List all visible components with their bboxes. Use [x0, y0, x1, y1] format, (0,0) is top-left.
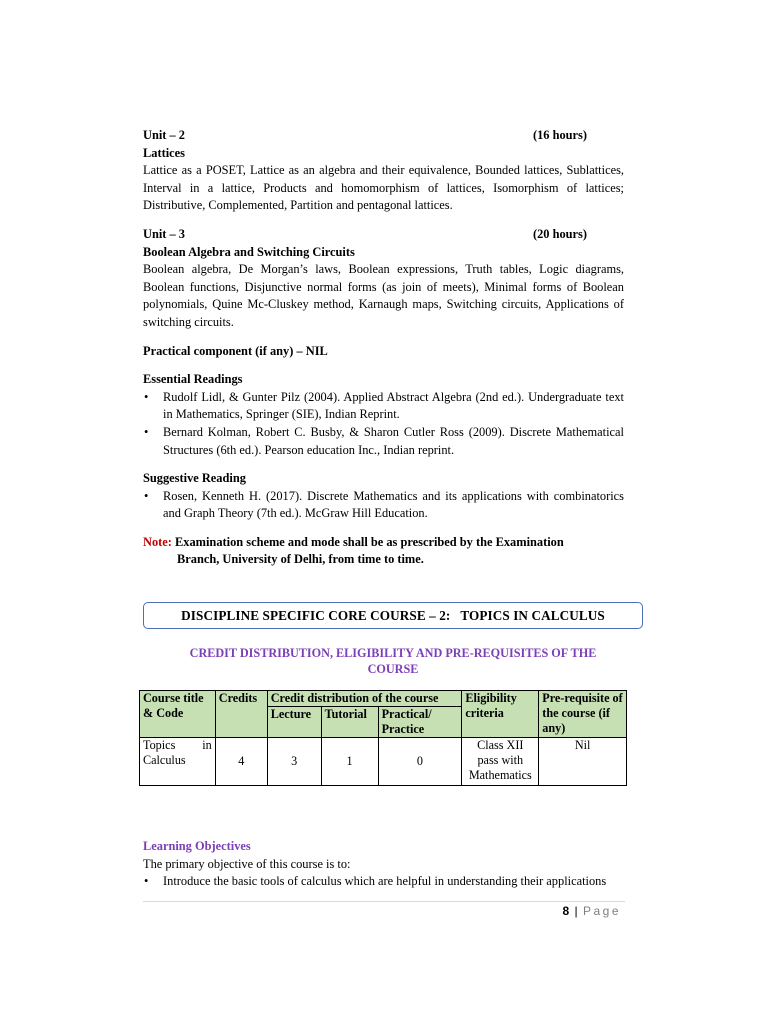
practical-component: Practical component (if any) – NIL	[143, 343, 328, 358]
cell-lecture: 3	[267, 738, 321, 786]
header-credits: Credits	[215, 691, 267, 738]
course-title: DISCIPLINE SPECIFIC CORE COURSE – 2: TOPICS IN CALCULUS	[181, 607, 605, 623]
cell-tutorial: 1	[321, 738, 378, 786]
note-line1: Examination scheme and mode shall be as prescribed by the Examination	[175, 534, 564, 549]
header-course-title: Course title & Code	[140, 691, 216, 738]
page-label: Page	[582, 904, 621, 918]
unit3-body: Boolean algebra, De Morgan’s laws, Boolean expressions, Truth tables, Logic diagrams, Boolean functions, Disjunctive normal forms (as join of meets), Minimal forms of Boolean polynomials, Quine Mc-Cluskey method, Karnaugh maps, Switching circuits, Applications of switching circuits.	[143, 262, 624, 329]
unit2-body: Lattice as a POSET, Lattice as an algebra and their equivalence, Bounded lattices, Sublattices, Interval in a lattice, Products and homomorphism of lattices, Isomorphism of lattices; Distributive, Complemented, Partition and pentagonal lattices.	[143, 163, 624, 213]
list-item: • Introduce the basic tools of calculus which are helpful in understanding their applications	[143, 873, 633, 891]
course-title-line2: Calculus	[143, 753, 186, 767]
header-prerequisite: Pre-requisite of the course (if any)	[539, 691, 627, 738]
footer-separator: |	[574, 904, 578, 918]
examination-note	[143, 534, 624, 569]
learning-objectives-heading: Learning Objectives	[143, 839, 251, 853]
list-item: • Bernard Kolman, Robert C. Busby, & Sharon Cutler Ross (2009). Discrete Mathematical Structures (6th ed.). Pearson education Inc., Indian reprint.	[143, 424, 624, 459]
list-item: • Rudolf Lidl, & Gunter Pilz (2004). Applied Abstract Algebra (2nd ed.). Undergraduate text in Mathematics, Springer (SIE), Indian Reprint.	[143, 389, 624, 424]
note-label: Note:	[143, 534, 172, 549]
cell-eligibility: Class XII pass with Mathematics	[462, 738, 539, 786]
suggestive-reading-heading: Suggestive Reading	[143, 471, 246, 486]
learning-objectives-intro: The primary objective of this course is to:	[143, 856, 351, 871]
essential-readings-heading: Essential Readings	[143, 372, 243, 387]
unit2-hours: (16 hours)	[532, 128, 587, 142]
suggestive-reading-list	[143, 488, 624, 523]
list-item: • Rosen, Kenneth H. (2017). Discrete Mathematics and its applications with combinatorics and Graph Theory (7th ed.). McGraw Hill Education.	[143, 488, 624, 523]
unit3-heading: Boolean Algebra and Switching Circuits	[143, 244, 355, 259]
header-credit-distribution: Credit distribution of the course	[267, 691, 462, 707]
unit3-title: Unit – 3	[143, 226, 185, 241]
footer-divider	[143, 901, 625, 902]
course-title-word1: Topics	[143, 738, 176, 752]
header-eligibility: Eligibility criteria	[462, 691, 539, 738]
table-row	[140, 738, 627, 786]
document-body	[143, 127, 624, 569]
learning-objectives	[143, 838, 633, 891]
course-title-word2: in	[202, 738, 212, 752]
unit2-title: Unit – 2	[143, 128, 185, 142]
unit2-heading: Lattices	[143, 145, 185, 160]
cell-credits: 4	[215, 738, 267, 786]
header-practical: Practical/ Practice	[378, 707, 462, 738]
cell-prerequisite: Nil	[539, 738, 627, 786]
learning-objectives-list	[143, 873, 633, 891]
credit-heading-line2: COURSE	[367, 662, 419, 676]
page-footer	[562, 904, 621, 918]
credit-distribution-heading	[143, 645, 643, 677]
credit-distribution-table	[139, 690, 627, 786]
credit-heading-line1: CREDIT DISTRIBUTION, ELIGIBILITY AND PRE-REQUISITES OF THE	[189, 646, 597, 660]
header-lecture: Lecture	[267, 707, 321, 738]
cell-practical: 0	[378, 738, 462, 786]
unit2-header	[143, 127, 624, 145]
unit3-hours: (20 hours)	[532, 226, 587, 241]
note-line2: Branch, University of Delhi, from time to time.	[177, 552, 424, 567]
essential-readings-list	[143, 389, 624, 459]
unit3-header	[143, 226, 624, 244]
header-tutorial: Tutorial	[321, 707, 378, 738]
course-title-box	[143, 602, 643, 629]
cell-course-title	[140, 738, 216, 786]
page-number: 8	[562, 904, 570, 918]
